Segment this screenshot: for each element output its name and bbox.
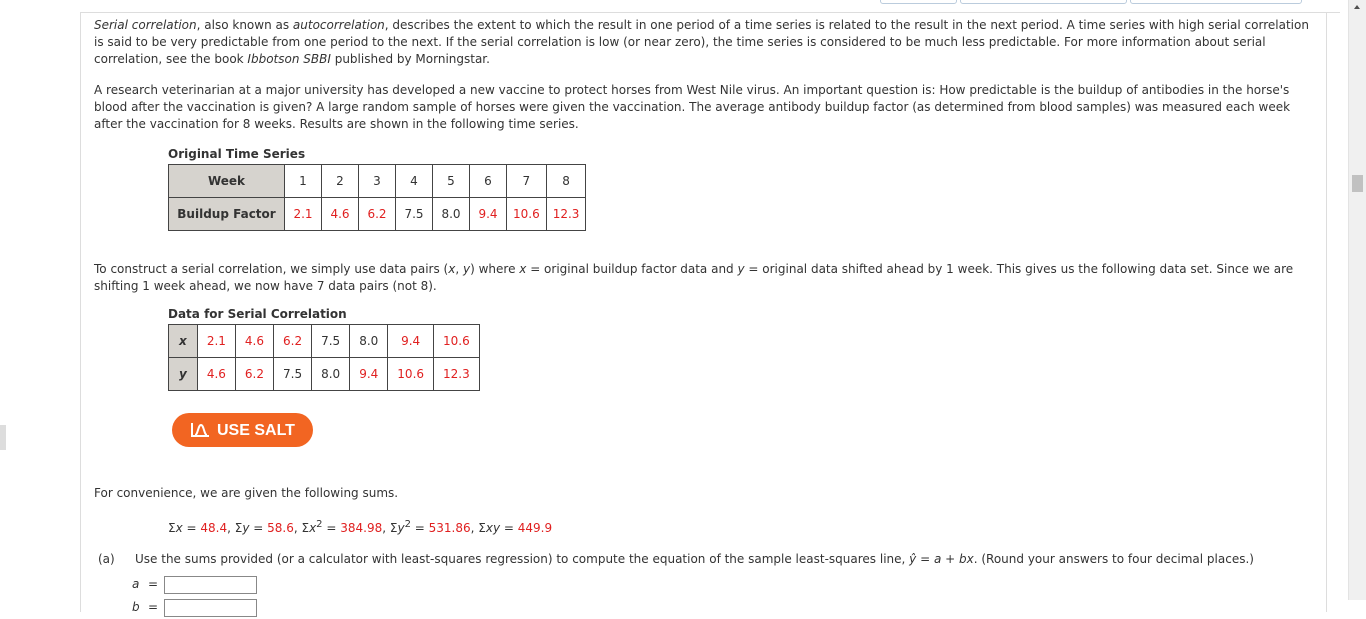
toolbar-button[interactable] [960, 0, 1127, 4]
table-cell: 7.5 [274, 358, 312, 391]
sums-intro: For convenience, we are given the following sums. [94, 486, 399, 500]
table-cell: 12.3 [434, 358, 480, 391]
text-run: y [462, 262, 471, 276]
text-run: Use the sums provided (or a calculator with least-squares regression) to compute the equation of the sample least-squares line, [135, 552, 910, 566]
table-cell: 8.0 [312, 358, 350, 391]
serial-table-title: Data for Serial Correlation [168, 307, 347, 321]
part-a [94, 551, 1309, 568]
table-cell: 7 [507, 165, 547, 198]
table-cell: 1 [285, 165, 322, 198]
given-sums [168, 516, 1309, 537]
table-cell: 7.5 [396, 198, 433, 231]
table-cell: 2.1 [197, 325, 235, 358]
text-run: 384.98 [340, 521, 383, 535]
text-run: Serial correlation [94, 18, 197, 32]
table-cell: 4.6 [322, 198, 359, 231]
text-run: Ibbotson SBBI [247, 52, 331, 66]
text-run: = [410, 521, 429, 535]
text-run: = [182, 521, 201, 535]
text-run: published by Morningstar. [330, 52, 490, 66]
intro-paragraph-1 [94, 17, 1309, 68]
table-cell: 2 [322, 165, 359, 198]
x-header: x [169, 325, 198, 358]
text-run: = [249, 521, 268, 535]
text-run: , Σ [382, 521, 398, 535]
text-run: To construct a serial correlation, we simply use data pairs ( [94, 262, 449, 276]
use-salt-button[interactable] [172, 413, 313, 447]
a-answer-input[interactable] [164, 576, 257, 594]
text-run: = [500, 521, 518, 535]
table-cell: 6 [470, 165, 507, 198]
table-cell: 10.6 [434, 325, 480, 358]
text-run: y [737, 262, 745, 276]
b-answer-input[interactable] [164, 599, 257, 617]
text-run: , describes the extent to which the result in one period of a time series is related to the result in the next period. A time series with high serial correlation is said to be very predictable from one period to the next. If the serial correlation is low (or near zero), the time series is considered to be much less predictable. For more information about serial correlation, see the book [94, 18, 1309, 66]
buildup-header: Buildup Factor [169, 198, 285, 231]
x-row [169, 325, 480, 358]
table-cell: 10.6 [388, 358, 434, 391]
text-run: , also known as [196, 18, 293, 32]
table-cell: 8 [546, 165, 586, 198]
text-run: x [309, 521, 317, 535]
text-run: bx [959, 552, 974, 566]
salt-chart-icon [190, 422, 210, 438]
table-cell: 8.0 [433, 198, 470, 231]
table-cell: 12.3 [546, 198, 586, 231]
table-cell: 9.4 [388, 325, 434, 358]
panel-resize-handle[interactable] [0, 425, 6, 450]
text-run: 449.9 [517, 521, 553, 535]
table-cell: 6.2 [359, 198, 396, 231]
text-run: 48.4 [200, 521, 228, 535]
text-run: = original data shifted ahead by 1 week. This gives us the following data set. Since we are shifting 1 week ahead, we now have 7 data pairs (not 8). [94, 262, 1294, 293]
b-answer-row [132, 596, 1309, 619]
toolbar-button[interactable] [1130, 0, 1302, 4]
text-run: , Σ [293, 521, 310, 535]
table-cell: 10.6 [507, 198, 547, 231]
part-a-label: (a) [98, 552, 115, 566]
a-answer-row [132, 573, 1309, 596]
toolbar-button[interactable] [880, 0, 957, 4]
buildup-row [169, 198, 586, 231]
text-run: y [397, 521, 405, 535]
text-run: x [519, 262, 527, 276]
use-salt-label: USE SALT [217, 421, 295, 439]
y-row [169, 358, 480, 391]
week-row [169, 165, 586, 198]
text-run: ŷ [909, 552, 917, 566]
table-cell: 9.4 [470, 198, 507, 231]
part-a-question [135, 551, 1254, 568]
table-cell: 3 [359, 165, 396, 198]
a-label: a [132, 577, 140, 591]
table-cell: 4.6 [197, 358, 235, 391]
table-cell: 5 [433, 165, 470, 198]
text-run: autocorrelation [292, 18, 385, 32]
construct-paragraph [94, 261, 1309, 295]
text-run: , [455, 262, 463, 276]
serial-correlation-table [168, 324, 480, 391]
table-cell: 8.0 [350, 325, 388, 358]
b-equals: = [147, 600, 159, 614]
original-table-title: Original Time Series [168, 147, 306, 161]
text-run: 2 [404, 519, 411, 530]
text-run: + [941, 552, 959, 566]
vertical-scrollbar[interactable] [1348, 0, 1366, 600]
text-run: , Σ [227, 521, 243, 535]
text-run: x [175, 521, 183, 535]
text-run: a [933, 552, 942, 566]
text-run: = [916, 552, 934, 566]
intro-paragraph-2: A research veterinarian at a major university has developed a new vaccine to protect horses from West Nile virus. An important question is: How predictable is the buildup of antibodies in the horse's blood after the vaccination is given? A large random sample of horses were given the vaccination. The average antibody buildup factor (as determined from blood samples) was measured each week after the vaccination for 8 weeks. Results are shown in the following time series. [94, 83, 1291, 131]
text-run: xy [485, 521, 501, 535]
scroll-thumb[interactable] [1352, 175, 1363, 192]
scroll-up-arrow-icon[interactable] [1354, 5, 1360, 9]
text-run: 58.6 [267, 521, 294, 535]
table-cell: 4 [396, 165, 433, 198]
table-cell: 9.4 [350, 358, 388, 391]
table-cell: 2.1 [285, 198, 322, 231]
a-equals: = [147, 577, 159, 591]
b-label: b [132, 600, 140, 614]
text-run: Σ [168, 521, 176, 535]
text-run: x [448, 262, 456, 276]
table-cell: 6.2 [274, 325, 312, 358]
text-run: , Σ [470, 521, 486, 535]
text-run: = original buildup factor data and [526, 262, 738, 276]
text-run: ) where [470, 262, 520, 276]
table-cell: 4.6 [235, 325, 273, 358]
text-run: 531.86 [428, 521, 471, 535]
table-cell: 7.5 [312, 325, 350, 358]
text-run: y [242, 521, 250, 535]
text-run: 2 [316, 519, 323, 530]
week-header: Week [169, 165, 285, 198]
original-time-series-table [168, 164, 586, 231]
y-header: y [169, 358, 198, 391]
table-cell: 6.2 [235, 358, 273, 391]
text-run: = [322, 521, 341, 535]
text-run: . (Round your answers to four decimal places.) [973, 552, 1254, 566]
question-content [94, 17, 1309, 619]
